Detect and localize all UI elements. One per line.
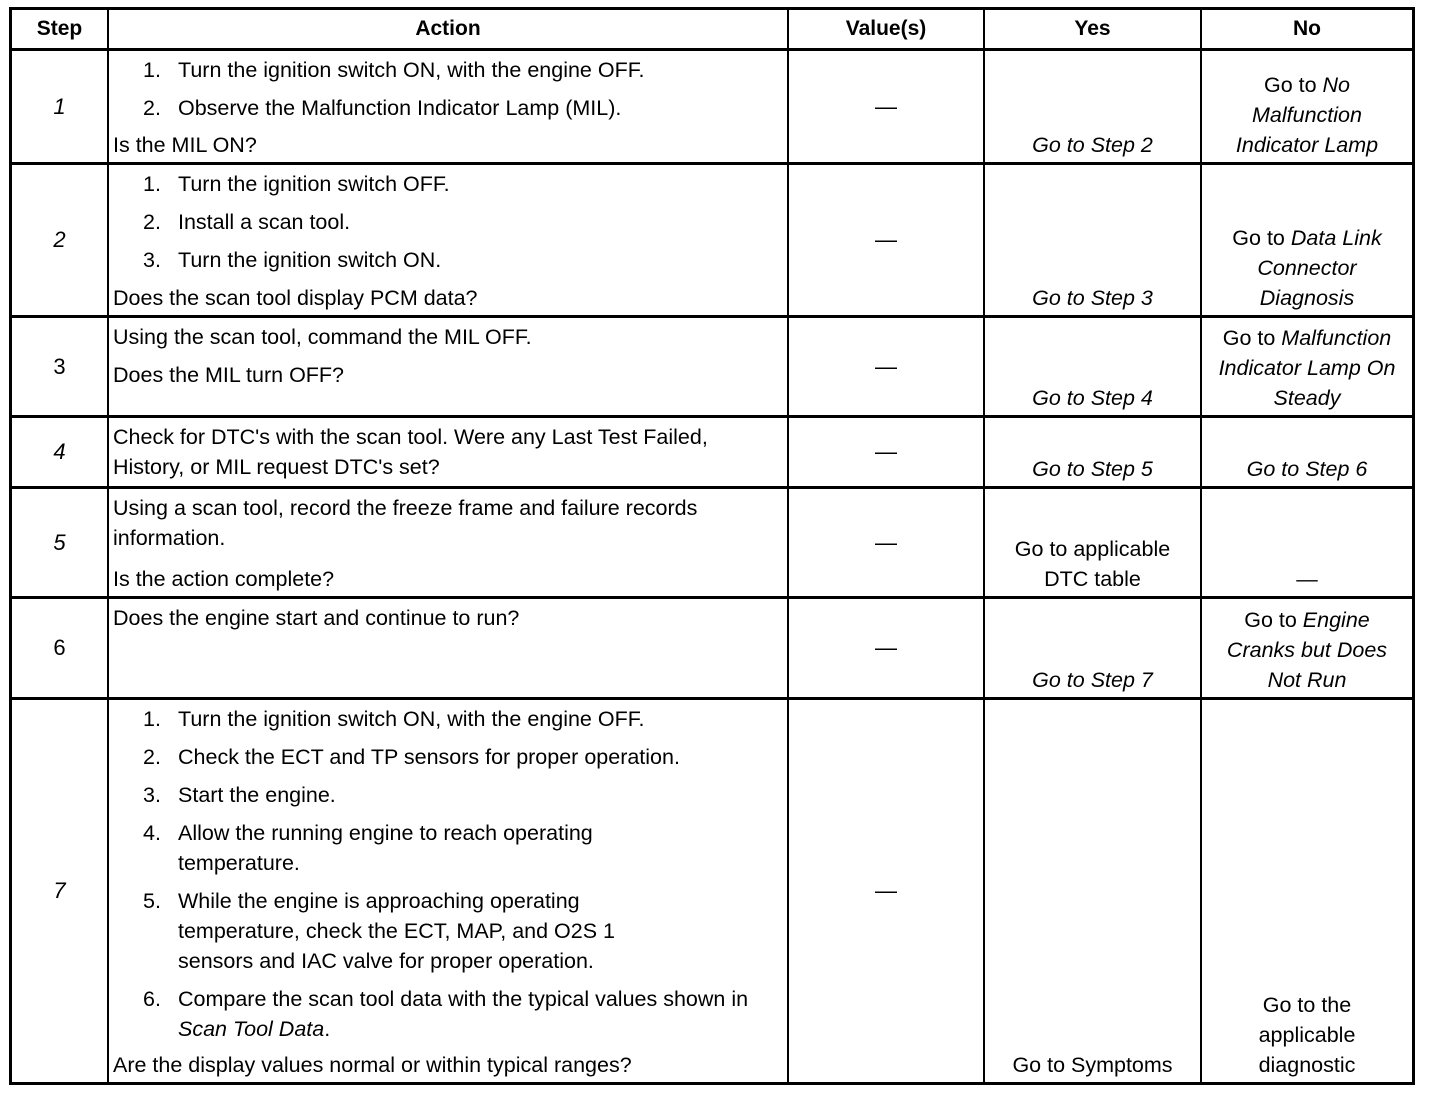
value-cell: —	[789, 51, 985, 162]
action-item: Turn the ignition switch ON, with the engine OFF.	[178, 707, 645, 731]
no-prefix: Go to	[1232, 226, 1291, 250]
no-cell	[1202, 165, 1412, 315]
item-number: 6.	[143, 987, 161, 1011]
item-number: 3.	[143, 783, 161, 807]
value-cell: —	[789, 489, 985, 596]
value-cell: —	[789, 700, 985, 1082]
value-cell: —	[789, 599, 985, 697]
action-item: While the engine is approaching operating temperature, check the ECT, MAP, and O2S 1 sensors and IAC valve for proper operation.	[178, 889, 615, 973]
yes-cell	[985, 165, 1202, 315]
step-number: 2	[12, 165, 109, 315]
no-cell	[1202, 489, 1412, 596]
action-question: Does the scan tool display PCM data?	[113, 286, 478, 310]
value-cell: —	[789, 165, 985, 315]
header-values: Value(s)	[789, 10, 985, 48]
action-question: Is the MIL ON?	[113, 133, 257, 157]
action-item: Install a scan tool.	[178, 210, 351, 234]
action-text: Using a scan tool, record the freeze frame and failure records information.	[113, 496, 698, 550]
yes-cell	[985, 599, 1202, 697]
action-item: Start the engine.	[178, 783, 336, 807]
item-number: 2.	[143, 745, 161, 769]
header-row	[12, 10, 1412, 51]
table-row	[12, 700, 1412, 1082]
value-cell: —	[789, 318, 985, 415]
action-question: Is the action complete?	[113, 567, 335, 591]
table-row	[12, 599, 1412, 700]
no-cell	[1202, 51, 1412, 162]
no-cell	[1202, 318, 1412, 415]
yes-link[interactable]: Go to Step 4	[1032, 386, 1153, 410]
action-item: Compare the scan tool data with the typical values shown in	[178, 987, 749, 1011]
item-number: 4.	[143, 821, 161, 845]
yes-cell	[985, 418, 1202, 486]
yes-cell	[985, 318, 1202, 415]
step-number: 3	[12, 318, 109, 415]
yes-link[interactable]: Go to Step 5	[1032, 457, 1153, 481]
yes-cell	[985, 700, 1202, 1082]
scan-tool-data-link[interactable]: Scan Tool Data	[178, 1017, 325, 1041]
action-item: Turn the ignition switch ON, with the engine OFF.	[178, 58, 645, 82]
action-cell	[109, 418, 789, 486]
action-item: Check the ECT and TP sensors for proper operation.	[178, 745, 680, 769]
action-cell	[109, 700, 789, 1082]
header-action: Action	[109, 10, 789, 48]
no-prefix: Go to	[1263, 73, 1323, 97]
no-link[interactable]: No Malfunction Indicator Lamp	[1235, 73, 1379, 157]
action-item: Turn the ignition switch ON.	[178, 248, 442, 272]
step-number: 4	[12, 418, 109, 486]
action-text: Check for DTC's with the scan tool. Were any Last Test Failed, History, or MIL request DTC's set?	[113, 425, 708, 479]
item-number: 1.	[143, 58, 161, 82]
action-cell	[109, 165, 789, 315]
no-prefix: Go to	[1244, 608, 1303, 632]
no-link[interactable]: Go to Step 6	[1246, 457, 1368, 481]
yes-link[interactable]: Go to Symptoms	[1012, 1053, 1173, 1077]
no-prefix: Go to	[1222, 326, 1282, 350]
action-question: Does the engine start and continue to run?	[113, 606, 520, 630]
table-row	[12, 165, 1412, 318]
action-item: Turn the ignition switch OFF.	[178, 172, 450, 196]
item-number: 3.	[143, 248, 161, 272]
step-number: 1	[12, 51, 109, 162]
step-number: 7	[12, 700, 109, 1082]
yes-link[interactable]: Go to applicable DTC table	[1014, 537, 1171, 591]
header-yes: Yes	[985, 10, 1202, 48]
action-item: Observe the Malfunction Indicator Lamp (MIL).	[178, 96, 622, 120]
action-item-end: .	[324, 1017, 331, 1041]
table-row	[12, 51, 1412, 165]
action-cell	[109, 599, 789, 697]
value-cell: —	[789, 418, 985, 486]
yes-cell	[985, 489, 1202, 596]
header-step: Step	[12, 10, 109, 48]
table-row	[12, 489, 1412, 599]
no-link[interactable]: Data Link Connector Diagnosis	[1257, 226, 1382, 310]
action-cell	[109, 51, 789, 162]
action-text: Using the scan tool, command the MIL OFF.	[113, 325, 532, 349]
no-dash: —	[1296, 567, 1318, 591]
no-link[interactable]: Engine Cranks but Does Not Run	[1226, 608, 1388, 692]
yes-link[interactable]: Go to Step 7	[1032, 668, 1153, 692]
yes-cell	[985, 51, 1202, 162]
no-cell	[1202, 700, 1412, 1082]
action-item: Allow the running engine to reach operating temperature.	[178, 821, 593, 875]
step-number: 5	[12, 489, 109, 596]
action-cell	[109, 489, 789, 596]
action-question: Are the display values normal or within typical ranges?	[113, 1053, 632, 1077]
action-cell	[109, 318, 789, 415]
diagnostic-table	[9, 7, 1415, 1085]
item-number: 1.	[143, 172, 161, 196]
item-number: 5.	[143, 889, 161, 913]
no-cell	[1202, 599, 1412, 697]
yes-link[interactable]: Go to Step 2	[1032, 133, 1153, 157]
table-row	[12, 318, 1412, 418]
item-number: 2.	[143, 210, 161, 234]
item-number: 2.	[143, 96, 161, 120]
step-number: 6	[12, 599, 109, 697]
action-question: Does the MIL turn OFF?	[113, 363, 345, 387]
no-cell	[1202, 418, 1412, 486]
header-no: No	[1293, 17, 1321, 40]
yes-link[interactable]: Go to Step 3	[1032, 286, 1153, 310]
item-number: 1.	[143, 707, 161, 731]
table-row	[12, 418, 1412, 489]
no-link[interactable]: Go to the applicable diagnostic	[1258, 993, 1356, 1077]
no-link[interactable]: Malfunction Indicator Lamp On Steady	[1218, 326, 1396, 410]
